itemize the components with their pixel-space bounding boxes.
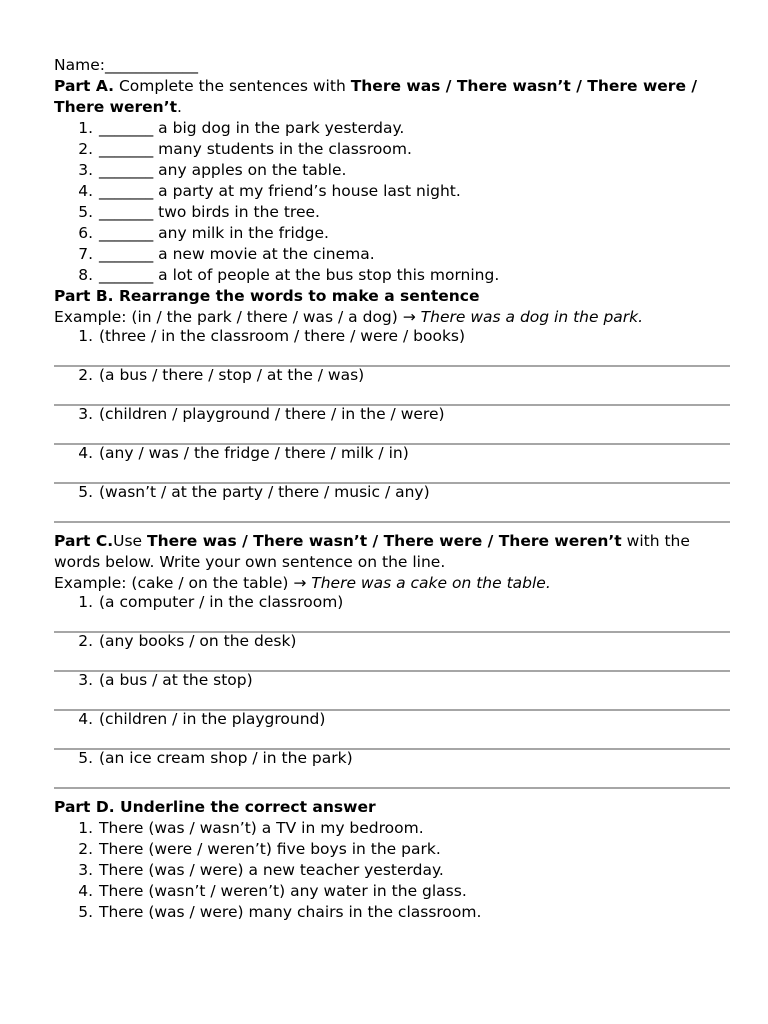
item-number: 4. [78,710,93,728]
list-item[interactable] [54,181,730,202]
item-text: _______ many students in the classroom. [99,140,412,158]
part-b-heading-text: Part B. Rearrange the words to make a sentence [54,287,480,305]
item-text: _______ any milk in the fridge. [99,224,329,242]
item-number: 5. [78,483,93,501]
item-number: 5. [78,903,93,921]
item-text: (children / playground / there / in the / were) [99,405,445,423]
item-text: (any books / on the desk) [99,632,297,650]
worksheet [54,55,730,923]
part-a-options: There was / There wasn’t / There were / There weren’t [54,77,698,116]
item-number: 6. [78,224,93,242]
item-number: 1. [78,327,93,345]
item-text: _______ a party at my friend’s house last night. [99,182,461,200]
answer-row[interactable] [54,594,730,633]
item-text: (any / was / the fridge / there / milk / in) [99,444,409,462]
item-text: (a bus / there / stop / at the / was) [99,366,365,384]
item-text: _______ two birds in the tree. [99,203,320,221]
item-number: 5. [78,203,93,221]
item-number: 3. [78,861,93,879]
answer-row[interactable] [54,750,730,789]
item-text: There (wasn’t / weren’t) any water in the glass. [99,882,467,900]
part-c-heading: Part C. [54,532,114,550]
item-number: 3. [78,405,93,423]
item-text: There (were / weren’t) five boys in the park. [99,840,441,858]
answer-row[interactable] [54,672,730,711]
item-text: There (was / were) many chairs in the classroom. [99,903,482,921]
item-number: 2. [78,366,93,384]
part-a-list [54,118,730,286]
part-d-heading [54,797,730,818]
answer-row[interactable] [54,633,730,672]
list-item[interactable] [54,860,730,881]
item-number: 2. [78,632,93,650]
item-number: 5. [78,749,93,767]
list-item[interactable] [54,202,730,223]
part-c-list [54,594,730,789]
list-item[interactable] [54,881,730,902]
item-number: 2. [78,140,93,158]
item-text: (wasn’t / at the party / there / music / any) [99,483,430,501]
list-item[interactable] [54,244,730,265]
item-text: (three / in the classroom / there / were / books) [99,327,466,345]
item-text: (an ice cream shop / in the park) [99,749,353,767]
item-number: 4. [78,182,93,200]
answer-row[interactable] [54,484,730,523]
answer-row[interactable] [54,328,730,367]
item-text: (a computer / in the classroom) [99,593,344,611]
item-number: 1. [78,119,93,137]
example-answer: There was a dog in the park. [420,308,644,326]
example-prompt: Example: (cake / on the table) → [54,574,312,592]
name-field[interactable]: Name:____________ [54,56,198,74]
item-text: _______ a new movie at the cinema. [99,245,375,263]
item-number: 8. [78,266,93,284]
part-d-list [54,818,730,923]
answer-row[interactable] [54,711,730,750]
item-text: There (was / were) a new teacher yesterday. [99,861,444,879]
item-text: There (was / wasn’t) a TV in my bedroom. [99,819,424,837]
part-b-heading [54,286,730,307]
part-c-instruction-text: Use [113,532,148,550]
part-a-instruction-text: Complete the sentences with [114,77,351,95]
list-item[interactable] [54,265,730,286]
list-item[interactable] [54,223,730,244]
item-number: 4. [78,444,93,462]
part-c-options: There was / There wasn’t / There were / There weren’t [147,532,622,550]
example-answer: There was a cake on the table. [311,574,551,592]
item-number: 1. [78,593,93,611]
part-b-list [54,328,730,523]
item-number: 3. [78,671,93,689]
part-c-instruction-end: with the words below. Write your own sentence on the line. [54,532,690,571]
item-text: (children / in the playground) [99,710,326,728]
answer-row[interactable] [54,406,730,445]
item-number: 7. [78,245,93,263]
answer-row[interactable] [54,367,730,406]
item-number: 3. [78,161,93,179]
list-item[interactable] [54,118,730,139]
item-text: _______ a big dog in the park yesterday. [99,119,405,137]
item-number: 4. [78,882,93,900]
list-item[interactable] [54,902,730,923]
answer-row[interactable] [54,445,730,484]
item-text: (a bus / at the stop) [99,671,253,689]
list-item[interactable] [54,839,730,860]
part-c-example [54,573,730,594]
list-item[interactable] [54,160,730,181]
part-c-instruction [54,531,730,573]
part-a-heading: Part A. [54,77,115,95]
item-number: 2. [78,840,93,858]
list-item[interactable] [54,818,730,839]
part-a-instruction [54,76,730,118]
item-text: _______ any apples on the table. [99,161,347,179]
example-prompt: Example: (in / the park / there / was / a dog) → [54,308,421,326]
part-a-instruction-end: . [177,98,182,116]
item-number: 1. [78,819,93,837]
item-text: _______ a lot of people at the bus stop this morning. [99,266,500,284]
part-d-heading-text: Part D. Underline the correct answer [54,798,376,816]
part-b-example [54,307,730,328]
list-item[interactable] [54,139,730,160]
